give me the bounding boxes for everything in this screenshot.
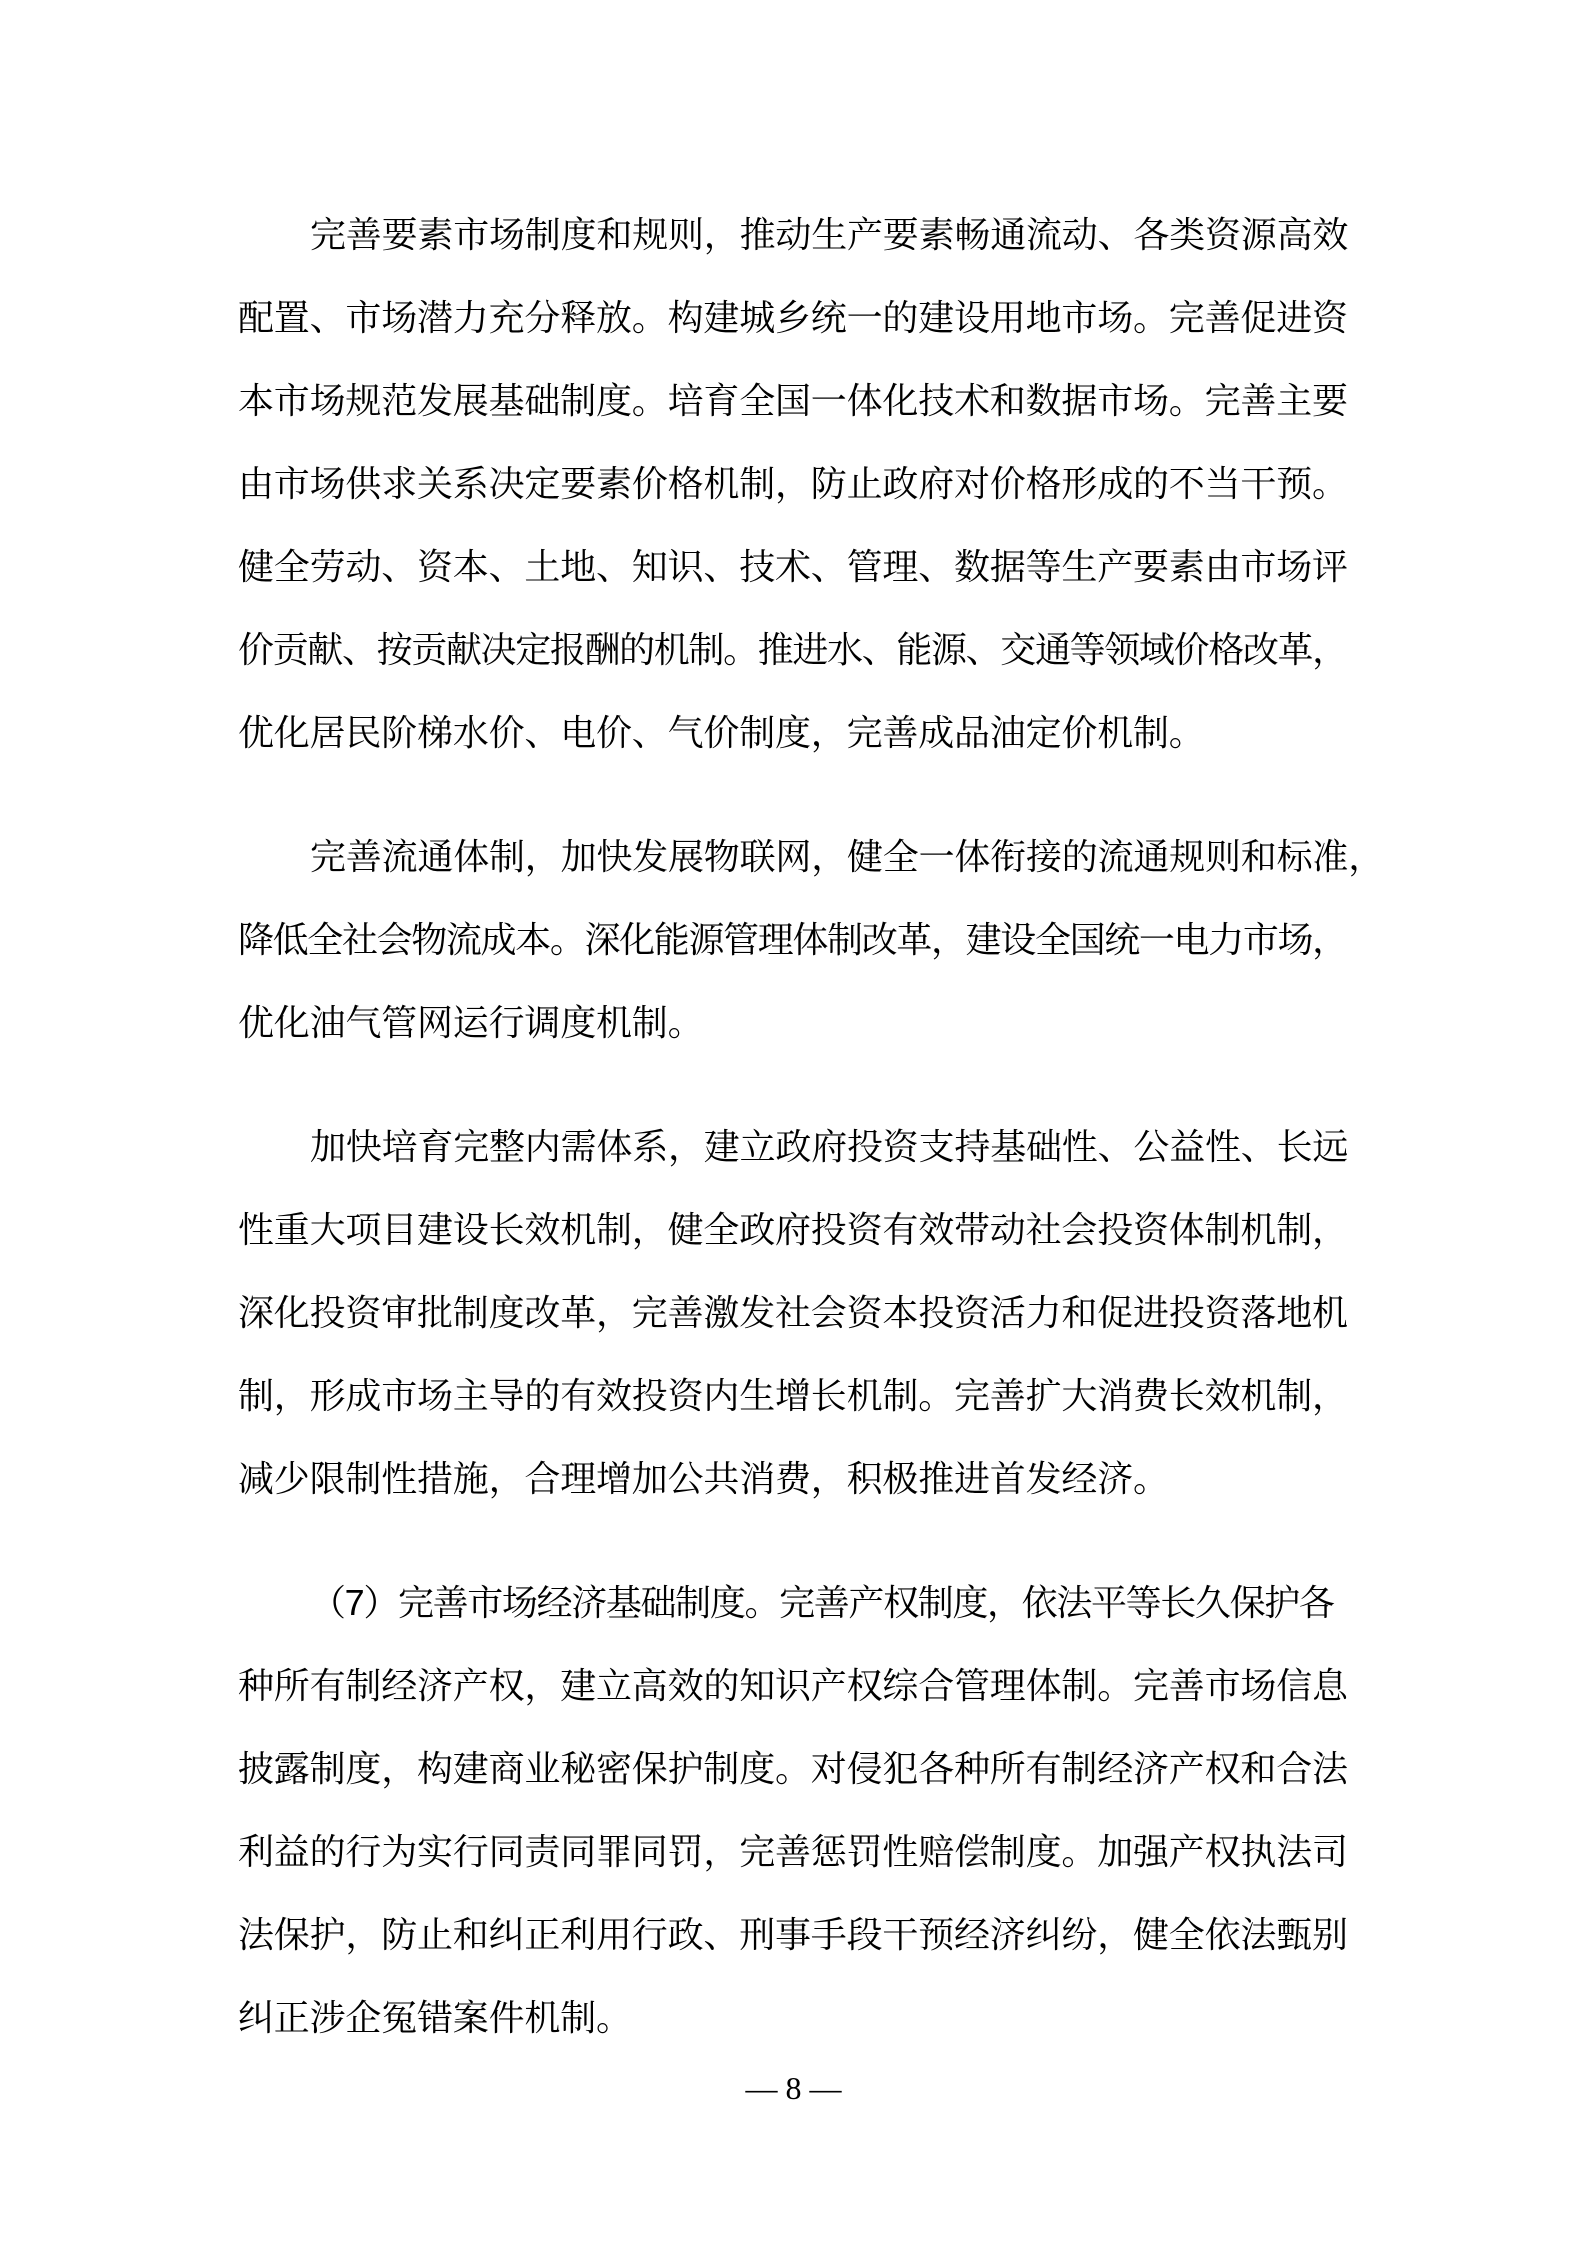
text-line: 纠正涉企冤错案件机制。 bbox=[238, 1997, 632, 2038]
text-line: 由市场供求关系决定要素价格机制，防止政府对价格形成的不当干预。 bbox=[238, 463, 1348, 504]
text-line: 加快培育完整内需体系，建立政府投资支持基础性、公益性、长远 bbox=[310, 1126, 1349, 1167]
text-line: 减少限制性措施，合理增加公共消费，积极推进首发经济。 bbox=[238, 1458, 1169, 1499]
page-number: — 8 — bbox=[745, 2070, 842, 2106]
text-line: 优化居民阶梯水价、电价、气价制度，完善成品油定价机制。 bbox=[238, 712, 1205, 753]
text-line: 降低全社会物流成本。深化能源管理体制改革，建设全国统一电力市场， bbox=[238, 919, 1347, 960]
document-body bbox=[238, 193, 1385, 2059]
text-line: 完善流通体制，加快发展物联网，健全一体衔接的流通规则和标准， bbox=[310, 836, 1385, 877]
text-line: 配置、市场潜力充分释放。构建城乡统一的建设用地市场。完善促进资 bbox=[238, 297, 1348, 338]
paragraph-1 bbox=[238, 193, 1347, 774]
paragraph-4 bbox=[238, 1561, 1347, 2059]
text-line: 制，形成市场主导的有效投资内生增长机制。完善扩大消费长效机制， bbox=[238, 1375, 1348, 1416]
text-line: 法保护，防止和纠正利用行政、刑事手段干预经济纠纷，健全依法甄别 bbox=[238, 1914, 1348, 1955]
paragraph-3 bbox=[238, 1105, 1347, 1520]
text-line: 披露制度，构建商业秘密保护制度。对侵犯各种所有制经济产权和合法 bbox=[238, 1748, 1348, 1789]
text-line: 本市场规范发展基础制度。培育全国一体化技术和数据市场。完善主要 bbox=[238, 380, 1348, 421]
text-line: 利益的行为实行同责同罪同罚，完善惩罚性赔偿制度。加强产权执法司 bbox=[238, 1831, 1348, 1872]
paragraph-2 bbox=[238, 815, 1385, 1064]
text-line: 优化油气管网运行调度机制。 bbox=[238, 1002, 704, 1043]
text-line: 性重大项目建设长效机制，健全政府投资有效带动社会投资体制机制， bbox=[238, 1209, 1348, 1250]
text-line: 种所有制经济产权，建立高效的知识产权综合管理体制。完善市场信息 bbox=[238, 1665, 1348, 1706]
text-line: 健全劳动、资本、土地、知识、技术、管理、数据等生产要素由市场评 bbox=[238, 546, 1348, 587]
text-line: 深化投资审批制度改革，完善激发社会资本投资活力和促进投资落地机 bbox=[238, 1292, 1348, 1333]
text-line: 完善要素市场制度和规则，推动生产要素畅通流动、各类资源高效 bbox=[310, 214, 1349, 255]
text-line: 价贡献、按贡献决定报酬的机制。推进水、能源、交通等领域价格改革， bbox=[238, 629, 1347, 670]
text-line: （7）完善市场经济基础制度。完善产权制度，依法平等长久保护各 bbox=[310, 1582, 1334, 1623]
